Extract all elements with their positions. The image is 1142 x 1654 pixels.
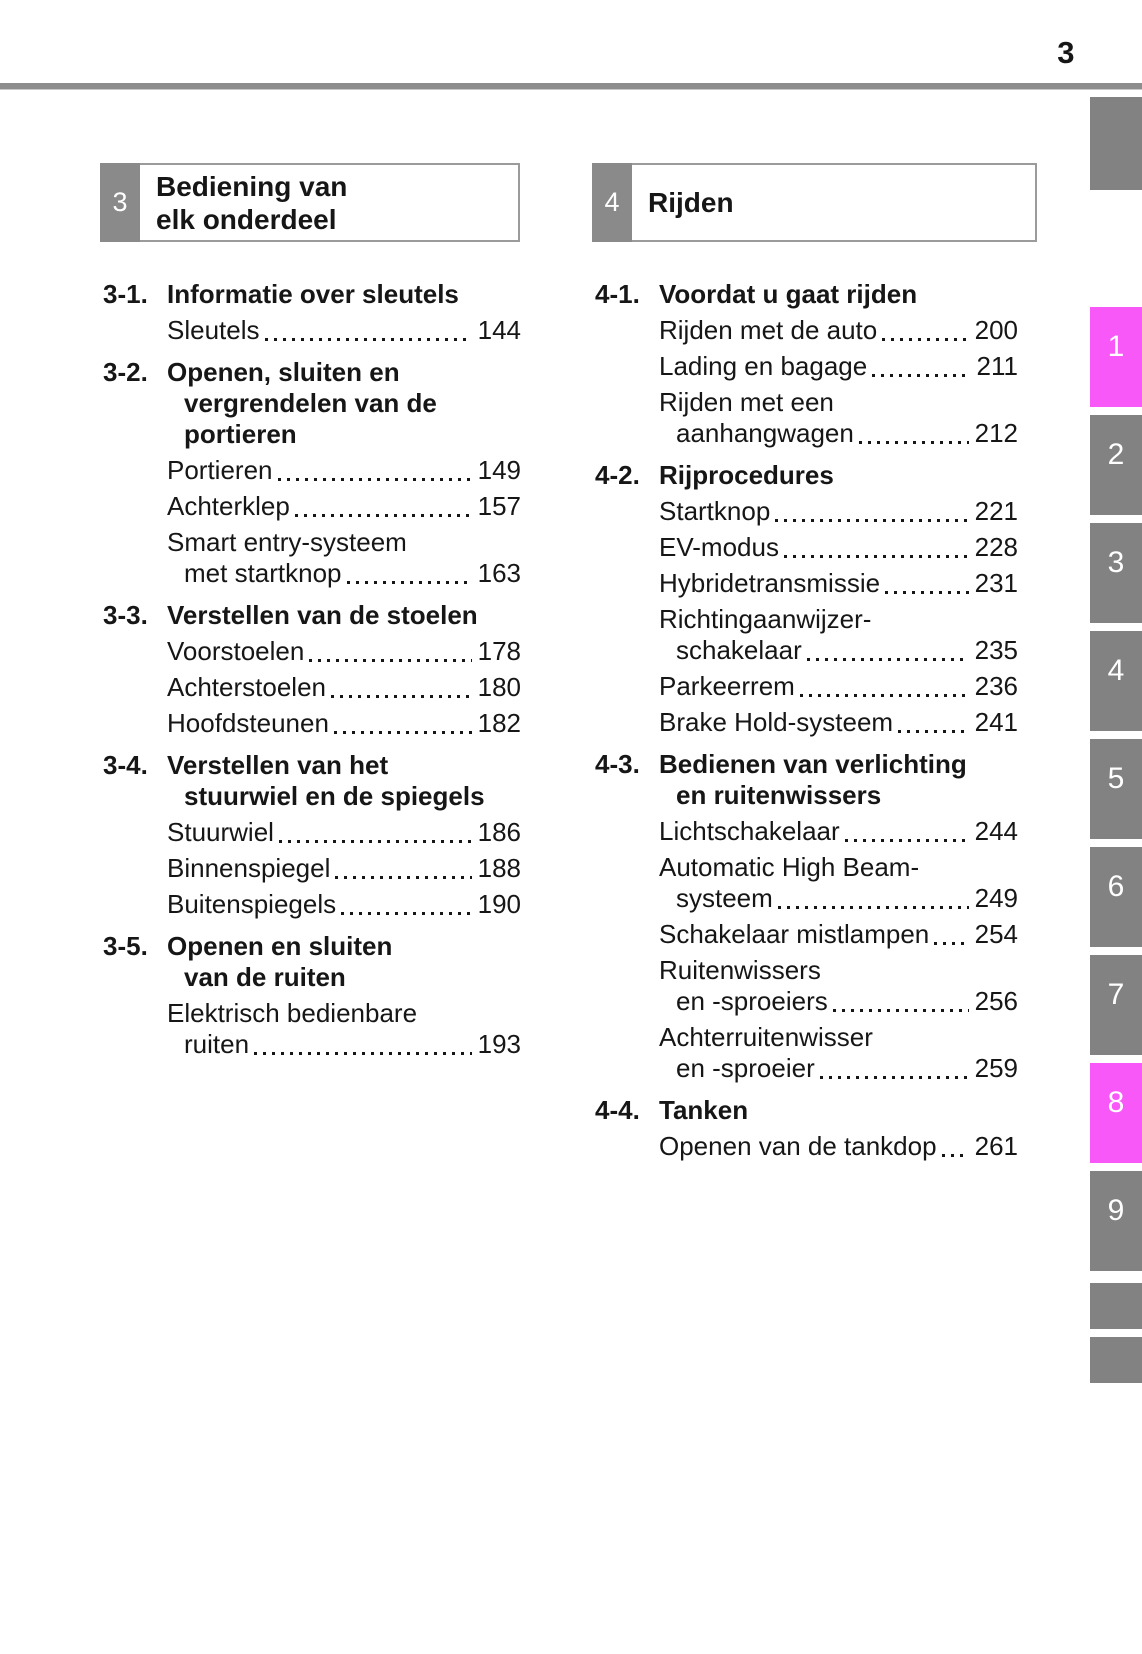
entry-label: Buitenspiegels <box>167 889 337 919</box>
section-title-line: Bedienen van verlichting <box>659 749 967 779</box>
toc-section <box>100 357 521 589</box>
toc-entry[interactable] <box>592 351 1018 382</box>
toc-entry[interactable] <box>100 455 521 486</box>
chapter-box-number: 4 <box>592 163 632 242</box>
dot-leader <box>845 816 969 847</box>
entry-last-line <box>592 496 1018 527</box>
entry-label: Hoofdsteunen <box>167 708 329 738</box>
entry-label: Openen van de tankdop <box>659 1131 937 1161</box>
toc-entry[interactable] <box>100 491 521 522</box>
chapter-tab-3[interactable] <box>1090 523 1142 623</box>
chapter-tab-label: 9 <box>1107 1194 1125 1227</box>
section-title-line: Voordat u gaat rijden <box>659 279 918 309</box>
toc-entry[interactable] <box>592 496 1018 527</box>
section-title-line: Openen, sluiten en <box>167 357 400 387</box>
chapter-tab-label: 4 <box>1107 654 1125 687</box>
section-number: 3-5. <box>103 931 148 961</box>
chapter-box-title <box>648 165 1031 240</box>
chapter-tab-8[interactable] <box>1090 1063 1142 1163</box>
entry-last-line <box>592 816 1018 847</box>
dot-leader <box>898 707 969 738</box>
entry-page-number: 157 <box>477 491 521 521</box>
toc-entry[interactable] <box>592 315 1018 346</box>
entry-page-number: 241 <box>974 707 1018 737</box>
entry-page-number: 178 <box>477 636 521 666</box>
toc-section <box>100 600 521 739</box>
entry-last-line <box>100 491 521 522</box>
entry-last-line <box>592 568 1018 599</box>
toc-entry[interactable] <box>100 998 521 1060</box>
chapter-box-number: 3 <box>100 163 140 242</box>
dot-leader <box>254 1029 472 1060</box>
entry-last-line <box>100 672 521 703</box>
section-title-line: Verstellen van het <box>167 750 389 780</box>
entry-last-line <box>100 889 521 920</box>
entry-label: Schakelaar mistlampen <box>659 919 930 949</box>
entry-last-line <box>592 418 1018 449</box>
dot-leader <box>335 853 471 884</box>
entry-last-line <box>592 707 1018 738</box>
entry-label: ruiten <box>184 1029 250 1059</box>
entry-page-number: 221 <box>974 496 1018 526</box>
entry-page-number: 259 <box>974 1053 1018 1083</box>
dot-leader <box>778 883 969 914</box>
dot-leader <box>265 315 472 346</box>
entry-page-number: 211 <box>976 351 1018 381</box>
dot-leader <box>859 418 969 449</box>
entry-last-line <box>100 558 521 589</box>
dot-leader <box>934 919 968 950</box>
chapter-box-title-line: Rijden <box>648 187 734 218</box>
chapter-tab-label: 3 <box>1107 546 1125 579</box>
section-number: 4-2. <box>595 460 640 490</box>
section-title-line: stuurwiel en de spiegels <box>184 781 485 811</box>
entry-last-line <box>100 853 521 884</box>
toc-entry[interactable] <box>592 532 1018 563</box>
entry-last-line <box>100 817 521 848</box>
toc-section <box>592 279 1018 449</box>
entry-page-number: 144 <box>477 315 521 345</box>
entry-label: Achterstoelen <box>167 672 326 702</box>
section-number: 3-4. <box>103 750 148 780</box>
entry-label: Lichtschakelaar <box>659 816 840 846</box>
toc-entry[interactable] <box>592 707 1018 738</box>
chapter-tab-label: 8 <box>1107 1086 1125 1119</box>
entry-last-line <box>100 315 521 346</box>
entry-last-line <box>100 455 521 486</box>
entry-label: Startknop <box>659 496 771 526</box>
entry-label-line: Smart entry-systeem <box>167 527 407 557</box>
section-title-line: vergrendelen van de <box>184 388 437 418</box>
entry-page-number: 190 <box>477 889 521 919</box>
entry-last-line <box>592 1053 1018 1084</box>
dot-leader <box>279 817 472 848</box>
entry-page-number: 180 <box>477 672 521 702</box>
toc-entry[interactable] <box>100 527 521 589</box>
chapter-tab-4[interactable] <box>1090 631 1142 731</box>
dot-leader <box>334 708 472 739</box>
toc-entry[interactable] <box>592 671 1018 702</box>
entry-label: Brake Hold-systeem <box>659 707 894 737</box>
section-number: 4-3. <box>595 749 640 779</box>
toc-entry[interactable] <box>100 636 521 667</box>
chapter-tab-label: 7 <box>1107 978 1125 1011</box>
toc-section <box>100 279 521 346</box>
chapter-tab-label: 1 <box>1107 330 1125 363</box>
entry-label-line: Rijden met een <box>659 387 834 417</box>
entry-page-number: 235 <box>974 635 1018 665</box>
toc-section <box>592 749 1018 1084</box>
toc-entry[interactable] <box>100 672 521 703</box>
entry-label: met startknop <box>184 558 342 588</box>
page-number: 3 <box>1057 35 1075 70</box>
toc-entry[interactable] <box>592 387 1018 449</box>
toc-entry[interactable] <box>592 1022 1018 1084</box>
entry-page-number: 200 <box>974 315 1018 345</box>
chapter-tab-label: 5 <box>1107 762 1125 795</box>
dot-leader <box>833 986 969 1017</box>
entry-last-line <box>592 883 1018 914</box>
entry-last-line <box>592 532 1018 563</box>
chapter-box-title-line: Bediening van <box>156 170 348 202</box>
dot-leader <box>800 671 969 702</box>
entry-last-line <box>100 708 521 739</box>
section-title-line: en ruitenwissers <box>676 780 882 810</box>
entry-page-number: 256 <box>974 986 1018 1016</box>
chapter-box-title-line: elk onderdeel <box>156 203 337 235</box>
entry-page-number: 212 <box>974 418 1018 448</box>
entry-label: Sleutels <box>167 315 260 345</box>
dot-leader <box>775 496 968 527</box>
section-title-line: portieren <box>184 419 297 449</box>
chapter-box-title <box>156 165 514 240</box>
toc-entry[interactable] <box>592 604 1018 666</box>
entry-label: Rijden met de auto <box>659 315 878 345</box>
entry-label: en -sproeier <box>676 1053 815 1083</box>
dot-leader <box>882 315 968 346</box>
toc-entry[interactable] <box>100 853 521 884</box>
toc-section <box>592 1095 1018 1162</box>
chapter-tab-label: 6 <box>1107 870 1125 903</box>
entry-last-line <box>100 636 521 667</box>
toc-column-right <box>592 279 1018 1162</box>
entry-page-number: 244 <box>974 816 1018 846</box>
dot-leader <box>942 1131 969 1162</box>
blank-tab[interactable] <box>1090 97 1142 190</box>
section-title-line: Openen en sluiten <box>167 931 393 961</box>
section-number: 3-2. <box>103 357 148 387</box>
dot-leader <box>784 532 969 563</box>
entry-label: aanhangwagen <box>676 418 854 448</box>
blank-tab[interactable] <box>1090 1337 1142 1383</box>
chapter-tab-5[interactable] <box>1090 739 1142 839</box>
entry-page-number: 231 <box>974 568 1018 598</box>
chapter-tab-bar <box>1090 0 1142 1654</box>
entry-label: Parkeerrem <box>659 671 795 701</box>
toc-section <box>100 750 521 920</box>
section-number: 3-1. <box>103 279 148 309</box>
entry-label-line: Automatic High Beam- <box>659 852 920 882</box>
entry-page-number: 186 <box>477 817 521 847</box>
dot-leader <box>807 635 969 666</box>
chapter-tab-6[interactable] <box>1090 847 1142 947</box>
entry-label: Binnenspiegel <box>167 853 331 883</box>
dot-leader <box>820 1053 969 1084</box>
dot-leader <box>872 351 970 382</box>
entry-last-line <box>592 635 1018 666</box>
section-title-line: Rijprocedures <box>659 460 834 490</box>
chapter-box-4 <box>592 163 1037 242</box>
entry-page-number: 193 <box>477 1029 521 1059</box>
dot-leader <box>341 889 471 920</box>
chapter-tab-label: 2 <box>1107 438 1125 471</box>
dot-leader <box>347 558 472 589</box>
entry-label-line: Achterruitenwisser <box>659 1022 873 1052</box>
entry-page-number: 228 <box>974 532 1018 562</box>
entry-page-number: 236 <box>974 671 1018 701</box>
toc-entry[interactable] <box>100 315 521 346</box>
dot-leader <box>278 455 472 486</box>
entry-page-number: 249 <box>974 883 1018 913</box>
entry-label: Portieren <box>167 455 273 485</box>
chapter-tab-7[interactable] <box>1090 955 1142 1055</box>
entry-page-number: 254 <box>974 919 1018 949</box>
section-title-line: van de ruiten <box>184 962 346 992</box>
toc-entry[interactable] <box>592 955 1018 1017</box>
dot-leader <box>885 568 969 599</box>
toc-entry[interactable] <box>100 708 521 739</box>
toc-entry[interactable] <box>592 1131 1018 1162</box>
entry-label: EV-modus <box>659 532 779 562</box>
chapter-box-3 <box>100 163 520 242</box>
entry-label: Stuurwiel <box>167 817 274 847</box>
toc-entry[interactable] <box>592 568 1018 599</box>
entry-label: en -sproeiers <box>676 986 828 1016</box>
entry-page-number: 188 <box>477 853 521 883</box>
entry-label: Achterklep <box>167 491 290 521</box>
dot-leader <box>309 636 471 667</box>
section-number: 4-1. <box>595 279 640 309</box>
entry-label: Voorstoelen <box>167 636 305 666</box>
entry-page-number: 261 <box>974 1131 1018 1161</box>
dot-leader <box>295 491 472 522</box>
entry-label-line: Elektrisch bedienbare <box>167 998 418 1028</box>
section-title-line: Verstellen van de stoelen <box>167 600 478 630</box>
entry-last-line <box>592 919 1018 950</box>
section-number: 4-4. <box>595 1095 640 1125</box>
toc-entry[interactable] <box>592 852 1018 914</box>
toc-entry[interactable] <box>592 816 1018 847</box>
entry-last-line <box>592 986 1018 1017</box>
entry-last-line <box>100 1029 521 1060</box>
section-title-line: Tanken <box>659 1095 749 1125</box>
entry-label: systeem <box>676 883 773 913</box>
entry-label: schakelaar <box>676 635 802 665</box>
header-rule <box>0 83 1142 90</box>
entry-label-line: Richtingaanwijzer- <box>659 604 872 634</box>
chapter-tab-9[interactable] <box>1090 1171 1142 1271</box>
chapter-tab-2[interactable] <box>1090 415 1142 515</box>
toc-section <box>592 460 1018 738</box>
entry-label-line: Ruitenwissers <box>659 955 821 985</box>
entry-page-number: 182 <box>477 708 521 738</box>
toc-entry[interactable] <box>100 889 521 920</box>
toc-column-left <box>100 279 521 1060</box>
entry-last-line <box>592 1131 1018 1162</box>
toc-section <box>100 931 521 1060</box>
entry-last-line <box>592 351 1018 382</box>
blank-tab[interactable] <box>1090 1283 1142 1329</box>
entry-label: Hybridetransmissie <box>659 568 881 598</box>
section-title-line: Informatie over sleutels <box>167 279 459 309</box>
entry-page-number: 163 <box>477 558 521 588</box>
dot-leader <box>331 672 472 703</box>
section-number: 3-3. <box>103 600 148 630</box>
toc-entry[interactable] <box>592 919 1018 950</box>
toc-entry[interactable] <box>100 817 521 848</box>
chapter-tab-1[interactable] <box>1090 307 1142 407</box>
entry-last-line <box>592 671 1018 702</box>
entry-page-number: 149 <box>477 455 521 485</box>
entry-last-line <box>592 315 1018 346</box>
entry-label: Lading en bagage <box>659 351 868 381</box>
